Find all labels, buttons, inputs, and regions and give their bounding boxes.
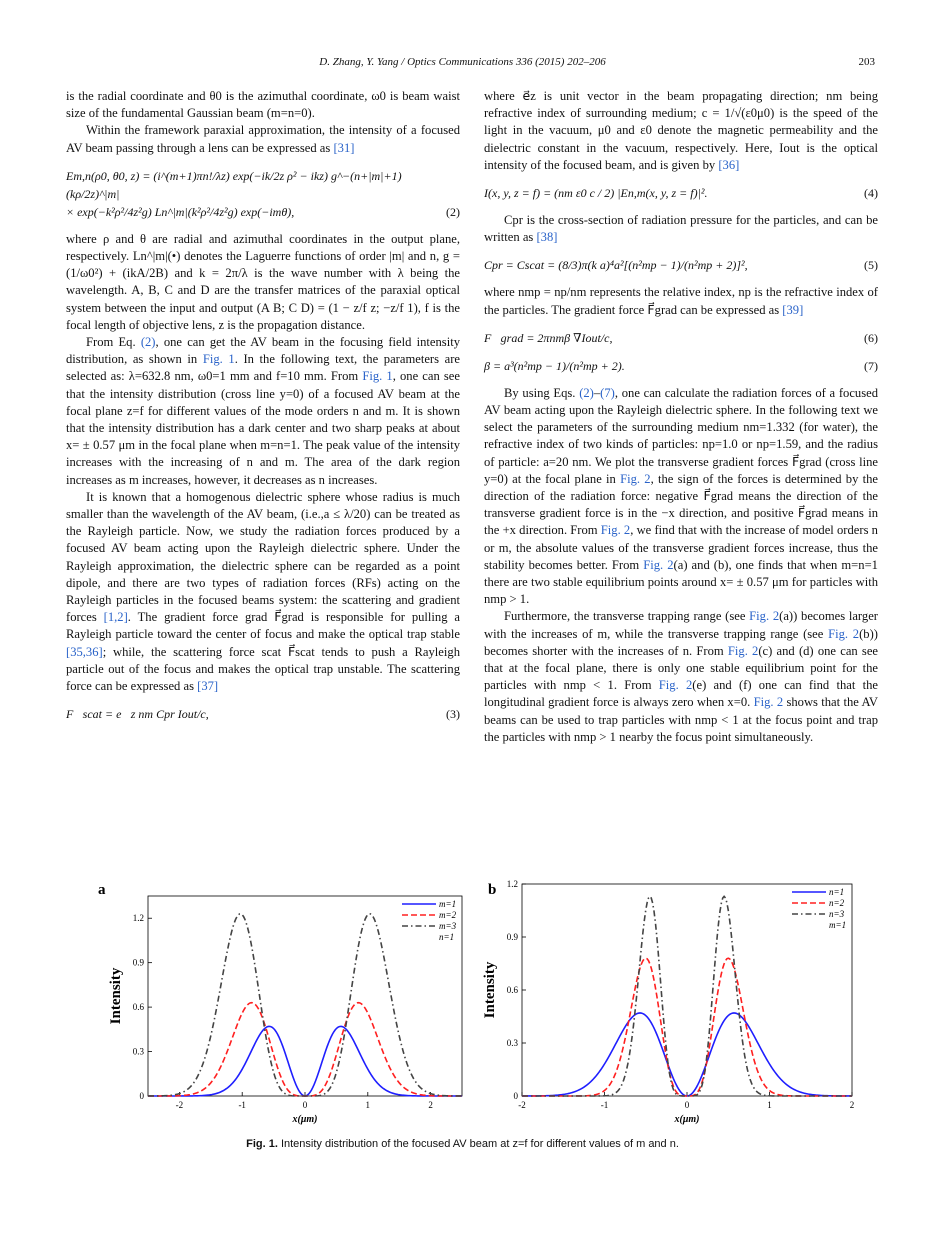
paragraph: By using Eqs. (2)–(7), one can calculate the radiation forces of a focused AV beam acting upon the Rayleigh dielectric sphere. In the following text we select the parameters of the surrounding medium nm=1.332 (for water), the refractive index of two kinds of particles: np=1.0 or np=1.59, and the radius of particle: a=20 nm. We plot the transverse gradient forces F⃗grad (cross line y=0) at the focal plane in Fig. 2, the sign of the forces is determined by the direction of the radiation force: negative F⃗grad means the direction of the transverse gradient force is in the −x direction, and positive F⃗grad means in the +x direction. From Fig. 2, we find that with the increase of model orders n or m, the absolute values of the transverse gradient forces increase, thus the stability becomes better. From Fig. 2(a) and (b), one finds that when m=n=1 there are two stable equilibrium points around x= ± 0.57 μm for particles with nmp > 1. bbox=[484, 385, 879, 607]
series-line-n-2 bbox=[522, 958, 852, 1096]
y-axis-label: Intensity bbox=[482, 961, 498, 1019]
figure-link[interactable]: Fig. 1 bbox=[362, 369, 393, 384]
x-axis-label: x(μm) bbox=[292, 1114, 318, 1125]
figure-1-svg bbox=[92, 879, 855, 1130]
equation-number: (4) bbox=[864, 186, 878, 201]
x-tick-label: 1 bbox=[365, 1100, 371, 1110]
series-line-m-1 bbox=[148, 1026, 462, 1096]
equation-4: I(x, y, z = f) = (nm ε0 c / 2) |En,m(x, y, z = f)|². (4) bbox=[484, 186, 878, 201]
citation-link[interactable]: [36] bbox=[718, 157, 740, 172]
left-column bbox=[66, 88, 460, 733]
x-tick-label: 1 bbox=[767, 1100, 772, 1110]
paragraph: Furthermore, the transverse trapping range (see Fig. 2(a)) becomes larger with the increases of m, while the transverse trapping range (see Fig. 2(b)) becomes shorter with the increases of n. From Fig. 2(c) and (d) one can see that at the focal plane, there is only one stable equilibrium point for the particles with nmp < 1. From Fig. 2(e) and (f) one can find that the longitudinal gradient force is always zero when x=0. Fig. 2 shows that the AV beams can be used to trap particles with nmp < 1 at the focus point and trap the particles with nmp > 1 nearby the focus point simultaneously. bbox=[484, 609, 879, 744]
x-tick-label: 0 bbox=[684, 1100, 690, 1110]
legend-entry: m=1 bbox=[439, 899, 457, 909]
citation-link[interactable]: [35,36] bbox=[66, 644, 103, 659]
paragraph: where e⃗z is unit vector in the beam propagating direction; nm being refractive index of surrounding medium; c = 1/√(ε0μ0) is the speed of the light in the vacuum, μ0 and ε0 denote the magnetic permeability and the dielectric constant in the vacuum, respectively. Here, Iout is the optical intensity of the focused beam, and is given by [36] bbox=[484, 89, 878, 172]
figure-link[interactable]: Fig. 1 bbox=[202, 352, 235, 367]
x-tick-label: -1 bbox=[600, 1100, 609, 1110]
x-tick-label: 2 bbox=[849, 1100, 855, 1110]
x-tick-label: -2 bbox=[518, 1100, 526, 1110]
paragraph: where ρ and θ are radial and azimuthal coordinates in the output plane, respectively. Ln^|m|(•) denotes the Laguerre functions of order |m| and n, g = (1/ω0²) + (ikA/2B) and k = 2π/λ is the wave number with λ being the wavelength. A, B, C and D are the transfer matrices of the paraxial optical system between the input and output (A B; C D) = (1 − z/f z; −z/f 1), f is the focal length of objective lens, z is the propagation distance. bbox=[66, 231, 460, 332]
figure-link[interactable]: Fig. 2 bbox=[643, 557, 674, 572]
figure-link[interactable]: Fig. 2 bbox=[727, 643, 759, 658]
figure-link[interactable]: Fig. 2 bbox=[753, 695, 784, 710]
y-tick-label: 0 bbox=[513, 1091, 518, 1101]
paragraph: where nmp = np/nm represents the relative index, np is the refractive index of the particles. The gradient force F⃗grad can be expressed as [39] bbox=[484, 285, 878, 317]
legend-entry: n=1 bbox=[829, 887, 845, 897]
equation-number: (5) bbox=[864, 258, 878, 273]
equation-6: F⃗grad = 2πnmβ ∇Iout/c, (6) bbox=[484, 330, 878, 345]
equation-2: Em,n(ρ0, θ0, z) = (i^(m+1)πn!/λz) exp(−ik/2z ρ² − ikz) g^−(n+|m|+1) (kρ/2z)^|m| × exp(−k²ρ²/4z²g) Ln^|m|(k²ρ²/4z²g) exp(−imθ), (2) bbox=[66, 168, 460, 219]
equation-number: (3) bbox=[446, 707, 460, 722]
legend-entry: n=3 bbox=[829, 909, 845, 919]
panel-label: b bbox=[488, 882, 497, 898]
x-tick-label: 2 bbox=[428, 1100, 433, 1110]
equation-number: (2) bbox=[446, 204, 460, 219]
citation-link[interactable]: [37] bbox=[197, 679, 219, 694]
citation-link[interactable]: [1,2] bbox=[103, 610, 128, 625]
y-tick-label: 0.3 bbox=[506, 1038, 518, 1048]
equation-link[interactable]: (7) bbox=[600, 385, 615, 400]
figure-link[interactable]: Fig. 2 bbox=[749, 609, 780, 624]
x-axis-label: x(μm) bbox=[674, 1114, 700, 1125]
equation-number: (6) bbox=[864, 330, 878, 345]
figure-link[interactable]: Fig. 2 bbox=[620, 471, 651, 486]
running-header-citation: D. Zhang, Y. Yang / Optics Communications 336 (2015) 202–206 bbox=[319, 56, 606, 68]
equation-5: Cpr = Cscat = (8/3)π(k a)⁴a²[(n²mp − 1)/(n²mp + 2)]², (5) bbox=[484, 258, 878, 273]
figure-link[interactable]: Fig. 2 bbox=[828, 626, 860, 641]
figure-caption bbox=[0, 1138, 925, 1150]
figure-link[interactable]: Fig. 2 bbox=[658, 678, 693, 693]
y-tick-label: 1.2 bbox=[132, 913, 144, 924]
paragraph: is the radial coordinate and θ0 is the azimuthal coordinate, ω0 is beam waist size of the fundamental Gaussian beam (m=n=0). bbox=[66, 89, 460, 121]
citation-link[interactable]: [39] bbox=[782, 302, 804, 317]
y-tick-label: 0.9 bbox=[132, 957, 144, 968]
x-tick-label: -2 bbox=[175, 1100, 184, 1110]
paragraph: Within the framework paraxial approximation, the intensity of a focused AV beam passing through a lens can be expressed as [31] bbox=[66, 123, 460, 155]
right-column bbox=[484, 88, 878, 746]
series-line-n-1 bbox=[522, 1013, 852, 1096]
figure-1 bbox=[92, 879, 855, 1130]
paragraph: It is known that a homogenous dielectric sphere whose radius is much smaller than the wavelength of the AV beam, (i.e.,a ≤ λ/20) can be treated as the Rayleigh particle. Now, we study the radiation forces produced by a focused AV beam acting upon the Rayleigh dielectric sphere. Under the Rayleigh approximation, the dielectric sphere can be regarded as a point dipole, and there are two types of radiation forces (RFs) acting on the Rayleigh particles in the focused beams system: the scattering and gradient forces [1,2]. The gradient force grad F⃗grad is responsible for pulling a Rayleigh particle toward the center of focus and make the optical trap stable [35,36]; while, the scattering force scat F⃗scat tends to push a Rayleigh particle out of the focus and makes the optical trap unstable. The scattering force can be expressed as [37] bbox=[66, 489, 460, 694]
series-line-m-3 bbox=[148, 914, 462, 1096]
panel-label: a bbox=[98, 882, 106, 898]
figure-link[interactable]: Fig. 2 bbox=[600, 523, 631, 538]
equation-link[interactable]: (2) bbox=[140, 335, 156, 350]
series-line-n-3 bbox=[522, 896, 852, 1096]
x-tick-label: 0 bbox=[302, 1100, 308, 1110]
legend-entry: m=3 bbox=[439, 921, 457, 931]
y-tick-label: 0.6 bbox=[132, 1002, 144, 1013]
x-tick-label: -1 bbox=[238, 1100, 246, 1110]
equation-number: (7) bbox=[864, 358, 878, 373]
plot-frame bbox=[522, 884, 852, 1096]
equation-3: F⃗scat = e⃗z nm Cpr Iout/c, (3) bbox=[66, 707, 460, 722]
equation-7: β = a³(n²mp − 1)/(n²mp + 2). (7) bbox=[484, 358, 878, 373]
y-tick-label: 0 bbox=[139, 1091, 144, 1101]
legend-note: m=1 bbox=[829, 920, 847, 930]
citation-link[interactable]: [31] bbox=[333, 140, 355, 155]
page-number: 203 bbox=[858, 56, 875, 68]
plot-frame bbox=[148, 896, 462, 1096]
paragraph: From Eq. (2), one can get the AV beam in the focusing field intensity distribution, as shown in Fig. 1. In the following text, the parameters are selected as: λ=632.8 nm, ω0=1 mm and f=10 mm. From Fig. 1, one can see that the intensity distribution (cross line y=0) of a focused AV beam at the focal plane z=f for different values of the mode orders n and m. It is shown that the intensity distribution has a dark center and two sharp peaks at about x= ± 0.57 μm in the focal plane when m=n=1. The peak value of the intensity increases with the increasing of n and m. The area of the dark region increases as m increases, however, it decreases as n increases. bbox=[66, 335, 461, 487]
caption-label: Fig. 1. bbox=[246, 1138, 278, 1150]
y-axis-label: Intensity bbox=[108, 967, 124, 1025]
legend-entry: n=2 bbox=[829, 898, 845, 908]
y-tick-label: 0.3 bbox=[132, 1046, 144, 1057]
citation-link[interactable]: [38] bbox=[536, 230, 558, 245]
caption-text: Intensity distribution of the focused AV beam at z=f for different values of m and n. bbox=[280, 1138, 679, 1150]
legend-entry: m=2 bbox=[439, 910, 457, 920]
y-tick-label: 1.2 bbox=[506, 879, 518, 889]
y-tick-label: 0.9 bbox=[506, 932, 518, 942]
y-tick-label: 0.6 bbox=[506, 985, 518, 995]
equation-link[interactable]: (2) bbox=[579, 385, 594, 400]
paragraph: Cpr is the cross-section of radiation pressure for the particles, and can be written as [38] bbox=[484, 213, 878, 245]
legend-note: n=1 bbox=[439, 932, 455, 942]
